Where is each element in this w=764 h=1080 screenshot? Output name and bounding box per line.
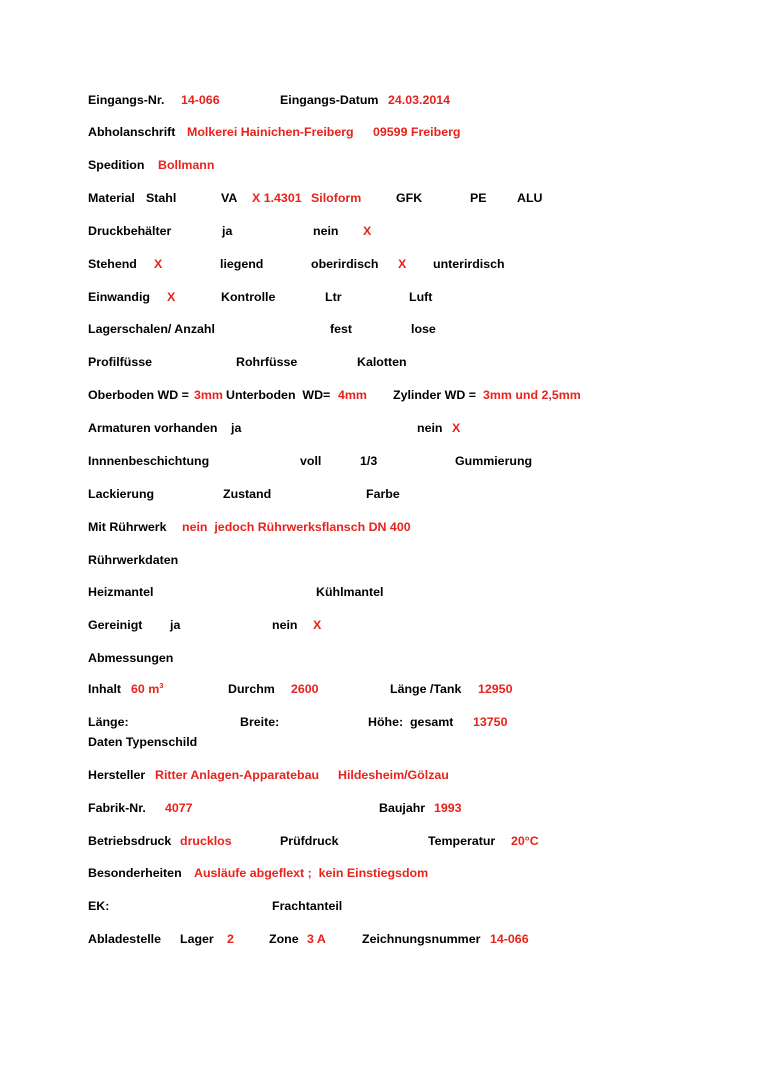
field-label-ruehrwerkdaten-0: Rührwerkdaten: [88, 553, 179, 567]
field-value-material-3: X 1.4301: [252, 191, 302, 205]
field-label-masse-1: Breite:: [240, 715, 280, 729]
field-value-inhalt-3: 2600: [291, 682, 319, 696]
form-line-wandstaerken: [0, 385, 764, 405]
field-label-armaturen-1: ja: [231, 421, 242, 435]
field-value-inhalt-1: 60 $m^3$: [131, 680, 164, 696]
field-label-lage-3: oberirdisch: [311, 257, 379, 271]
form-line-armaturen: [0, 418, 764, 438]
field-label-ek-1: Frachtanteil: [272, 899, 343, 913]
form-line-einwandig: [0, 287, 764, 307]
field-label-besonderheiten-0: Besonderheiten: [88, 866, 182, 880]
field-label-hersteller-0: Hersteller: [88, 768, 146, 782]
field-value-lage-4: X: [398, 257, 407, 271]
field-value-abladestelle-6: 14-066: [490, 932, 529, 946]
field-value-abladestelle-4: 3 A: [307, 932, 326, 946]
field-value-abladestelle-2: 2: [227, 932, 234, 946]
field-label-innenbeschichtung-3: Gummierung: [455, 454, 533, 468]
form-line-druck: [0, 831, 764, 851]
field-label-druckbehaelter-0: Druckbehälter: [88, 224, 172, 238]
field-label-abladestelle-1: Lager: [180, 932, 214, 946]
field-label-gereinigt-0: Gereinigt: [88, 618, 143, 632]
field-label-einwandig-2: Kontrolle: [221, 290, 276, 304]
field-value-lage-1: X: [154, 257, 163, 271]
field-label-material-2: VA: [221, 191, 238, 205]
field-value-fabrik-nr-3: 1993: [434, 801, 462, 815]
form-line-lackierung: [0, 484, 764, 504]
field-value-wandstaerken-5: 3mm und 2,5mm: [483, 388, 581, 402]
field-value-spedition-1: Bollmann: [158, 158, 215, 172]
field-value-fabrik-nr-1: 4077: [165, 801, 193, 815]
field-value-wandstaerken-3: 4mm: [338, 388, 367, 402]
field-label-einwandig-3: Ltr: [325, 290, 342, 304]
field-label-druck-0: Betriebsdruck: [88, 834, 172, 848]
field-value-druck-4: 20°C: [511, 834, 539, 848]
form-line-masse: [0, 712, 764, 732]
field-label-lackierung-0: Lackierung: [88, 487, 155, 501]
field-label-innenbeschichtung-1: voll: [300, 454, 322, 468]
field-label-lage-0: Stehend: [88, 257, 137, 271]
field-value-armaturen-3: X: [452, 421, 461, 435]
field-label-fuesse-0: Profilfüsse: [88, 355, 153, 369]
field-label-gereinigt-2: nein: [272, 618, 298, 632]
form-line-fuesse: [0, 352, 764, 372]
superscript-unit: 3: [159, 680, 164, 690]
field-value-hersteller-2: Hildesheim/Gölzau: [338, 768, 449, 782]
field-label-lackierung-2: Farbe: [366, 487, 400, 501]
field-label-lagerschalen-1: fest: [330, 322, 353, 336]
field-label-masse-0: Länge:: [88, 715, 129, 729]
form-line-gereinigt: [0, 615, 764, 635]
field-label-einwandig-0: Einwandig: [88, 290, 150, 304]
field-label-armaturen-2: nein: [417, 421, 443, 435]
field-label-lage-5: unterirdisch: [433, 257, 505, 271]
field-label-wandstaerken-4: Zylinder WD =: [393, 388, 476, 402]
field-label-abladestelle-0: Abladestelle: [88, 932, 161, 946]
field-label-innenbeschichtung-2: 1/3: [360, 454, 378, 468]
field-label-ek-0: EK:: [88, 899, 110, 913]
form-line-daten-typenschild: [0, 732, 764, 752]
field-label-einwandig-4: Luft: [409, 290, 433, 304]
form-line-fabrik-nr: [0, 798, 764, 818]
form-line-mit-ruehrwerk: [0, 517, 764, 537]
field-value-hersteller-1: Ritter Anlagen-Apparatebau: [155, 768, 320, 782]
form-line-eingang: [0, 90, 764, 110]
field-label-material-0: Material: [88, 191, 135, 205]
field-label-fuesse-2: Kalotten: [357, 355, 407, 369]
field-label-fabrik-nr-0: Fabrik-Nr.: [88, 801, 146, 815]
field-value-besonderheiten-1: Ausläufe abgeflext ; kein Einstiegsdom: [194, 866, 429, 880]
field-value-inhalt-5: 12950: [478, 682, 513, 696]
field-label-fuesse-1: Rohrfüsse: [236, 355, 298, 369]
field-label-gereinigt-1: ja: [170, 618, 181, 632]
field-value-wandstaerken-1: 3mm: [194, 388, 223, 402]
form-line-ruehrwerkdaten: [0, 550, 764, 570]
field-value-einwandig-1: X: [167, 290, 176, 304]
form-line-lagerschalen: [0, 319, 764, 339]
field-label-inhalt-0: Inhalt: [88, 682, 122, 696]
field-label-lagerschalen-0: Lagerschalen/ Anzahl: [88, 322, 215, 336]
field-value-gereinigt-3: X: [313, 618, 322, 632]
form-line-mantel: [0, 582, 764, 602]
form-line-hersteller: [0, 765, 764, 785]
field-value-druckbehaelter-3: X: [363, 224, 372, 238]
form-line-inhalt: [0, 679, 764, 699]
field-label-armaturen-0: Armaturen vorhanden: [88, 421, 218, 435]
field-label-inhalt-4: Länge /Tank: [390, 682, 462, 696]
form-line-ek: [0, 896, 764, 916]
field-label-material-5: GFK: [396, 191, 423, 205]
field-label-wandstaerken-0: Oberboden WD =: [88, 388, 189, 402]
field-label-druckbehaelter-2: nein: [313, 224, 339, 238]
form-line-besonderheiten: [0, 863, 764, 883]
form-line-material: [0, 188, 764, 208]
field-value-abholanschrift-2: 09599 Freiberg: [373, 125, 461, 139]
field-label-inhalt-2: Durchm: [228, 682, 275, 696]
form-line-abholanschrift: [0, 122, 764, 142]
field-value-eingang-1: 14-066: [181, 93, 220, 107]
field-label-material-1: Stahl: [146, 191, 177, 205]
field-label-innenbeschichtung-0: Innnenbeschichtung: [88, 454, 210, 468]
field-label-material-6: PE: [470, 191, 487, 205]
field-value-druck-1: drucklos: [180, 834, 232, 848]
field-label-eingang-2: Eingangs-Datum: [280, 93, 379, 107]
field-label-abmessungen-0: Abmessungen: [88, 651, 174, 665]
field-value-mit-ruehrwerk-1: nein jedoch Rührwerksflansch DN 400: [182, 520, 411, 534]
field-value-material-4: Siloform: [311, 191, 362, 205]
field-label-lage-2: liegend: [220, 257, 264, 271]
field-label-lackierung-1: Zustand: [223, 487, 272, 501]
field-label-abholanschrift-0: Abholanschrift: [88, 125, 176, 139]
field-value-masse-3: 13750: [473, 715, 508, 729]
field-label-lagerschalen-2: lose: [411, 322, 436, 336]
field-label-abladestelle-3: Zone: [269, 932, 299, 946]
field-label-abladestelle-5: Zeichnungsnummer: [362, 932, 481, 946]
field-label-druck-2: Prüfdruck: [280, 834, 339, 848]
field-label-mantel-0: Heizmantel: [88, 585, 154, 599]
field-label-druckbehaelter-1: ja: [222, 224, 233, 238]
field-label-masse-2: Höhe: gesamt: [368, 715, 454, 729]
field-value-abholanschrift-1: Molkerei Hainichen-Freiberg: [187, 125, 354, 139]
field-value-eingang-3: 24.03.2014: [388, 93, 451, 107]
field-label-spedition-0: Spedition: [88, 158, 145, 172]
form-line-spedition: [0, 155, 764, 175]
field-label-daten-typenschild-0: Daten Typenschild: [88, 735, 198, 749]
form-line-druckbehaelter: [0, 221, 764, 241]
field-label-material-7: ALU: [517, 191, 543, 205]
form-line-abladestelle: [0, 929, 764, 949]
form-line-innenbeschichtung: [0, 451, 764, 471]
form-line-abmessungen: [0, 648, 764, 668]
field-label-druck-3: Temperatur: [428, 834, 496, 848]
field-label-fabrik-nr-2: Baujahr: [379, 801, 426, 815]
field-label-wandstaerken-2: Unterboden WD=: [226, 388, 331, 402]
form-line-lage: [0, 254, 764, 274]
field-label-mit-ruehrwerk-0: Mit Rührwerk: [88, 520, 167, 534]
field-label-eingang-0: Eingangs-Nr.: [88, 93, 165, 107]
field-label-mantel-1: Kühlmantel: [316, 585, 384, 599]
